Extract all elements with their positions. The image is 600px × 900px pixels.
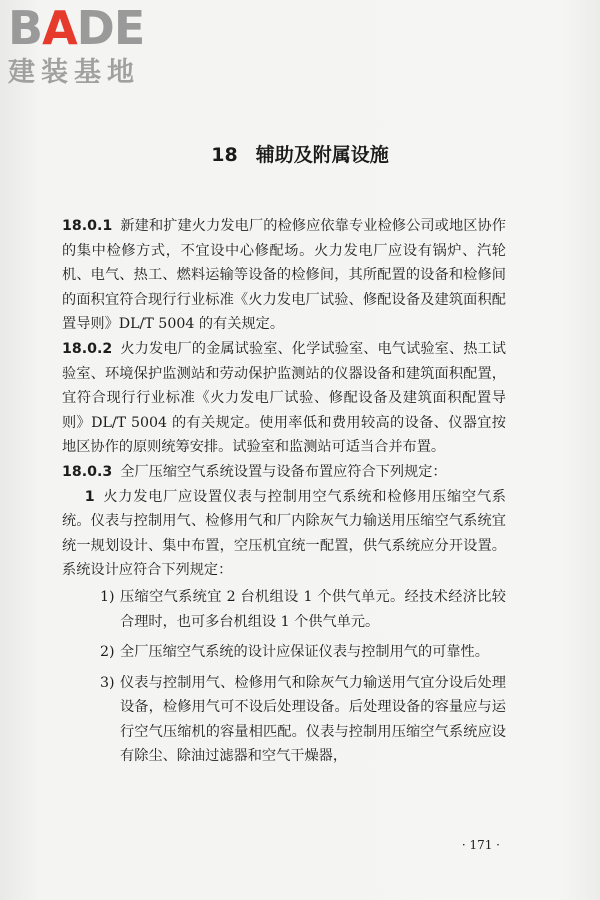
clause xyxy=(62,337,506,460)
clause xyxy=(62,460,506,485)
clause-number: 18.0.1 xyxy=(62,218,113,234)
chapter-title xyxy=(0,140,600,167)
clause-text: 全厂压缩空气系统设置与设备布置应符合下列规定： xyxy=(120,463,447,480)
list-item xyxy=(62,585,506,634)
clause-text: 新建和扩建火力发电厂的检修应依靠专业检修公司或地区协作的集中检修方式，不宜设中心修配场。火力发电厂应设有锅炉、汽轮机、电气、热工、燃料运输等设备的检修间，其所配置的设备和检修间的面积宜符合现行行业标准《火力发电厂试验、修配设备及建筑面积配置导则》DL/T 5004 的有关规定。 xyxy=(62,218,506,333)
subclause-number: 1 xyxy=(84,488,95,505)
subclause-text: 火力发电厂应设置仪表与控制用空气系统和检修用压缩空气系统。仪表与控制用气、检修用气和厂内除灰气力输送用压缩空气系统宜统一规划设计、集中布置，空压机宜统一配置，供气系统应分开设置。系统设计应符合下列规定： xyxy=(62,488,506,579)
logo-accent-letter: A xyxy=(42,1,77,55)
body-text xyxy=(62,214,506,769)
logo-subtitle: 建装基地 xyxy=(8,57,140,88)
item-number: 2) xyxy=(100,644,115,661)
clause-text: 火力发电厂的金属试验室、化学试验室、电气试验室、热工试验室、环境保护监测站和劳动保护监测站的仪器设备和建筑面积配置，宜符合现行行业标准《火力发电厂试验、修配设备及建筑面积配置导则》DL/T 5004 的有关规定。使用率低和费用较高的设备、仪器宜按地区协作的原则统筹安排。试验室和监测站可适当合并布置。 xyxy=(62,340,506,456)
item-number: 3) xyxy=(100,674,115,691)
clause xyxy=(62,214,506,337)
logo-wordmark: BADE xyxy=(8,1,145,55)
item-text: 仪表与控制用气、检修用气和除灰气力输送用气宜分设后处理设备，检修用气可不设后处理设备。后处理设备的容量应与运行空气压缩机的容量相匹配。仪表与控制用压缩空气系统应设有除尘、除油过滤器和空气干燥器， xyxy=(120,674,506,765)
list-item xyxy=(62,640,506,665)
item-text: 压缩空气系统宜 2 台机组设 1 个供气单元。经技术经济比较合理时，也可多台机组设 1 个供气单元。 xyxy=(120,588,506,630)
page-number: · 171 · xyxy=(461,838,500,852)
subclause xyxy=(62,485,506,583)
clause-number: 18.0.2 xyxy=(62,340,113,357)
brand-logo xyxy=(8,2,178,94)
item-text: 全厂压缩空气系统的设计应保证仪表与控制用气的可靠性。 xyxy=(120,644,489,661)
clause-number: 18.0.3 xyxy=(62,463,113,480)
list-item xyxy=(62,671,506,769)
chapter-heading: 辅助及附属设施 xyxy=(255,144,389,166)
item-number: 1) xyxy=(100,588,115,605)
chapter-number: 18 xyxy=(211,144,238,166)
